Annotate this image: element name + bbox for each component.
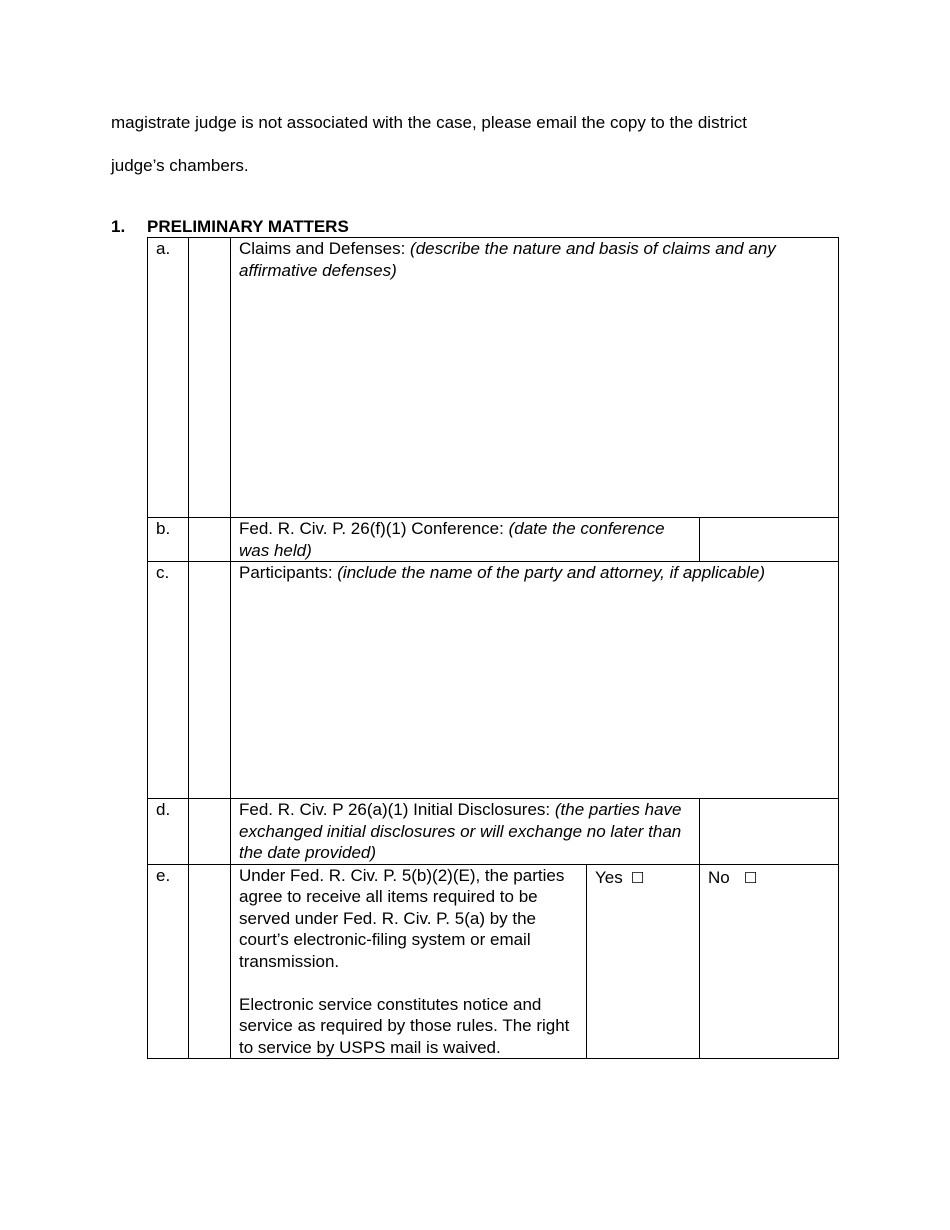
section-number: 1. xyxy=(111,217,126,236)
table-row xyxy=(148,864,839,1059)
no-option[interactable] xyxy=(708,865,757,890)
no-cell xyxy=(700,864,839,1059)
conference-date-field[interactable] xyxy=(700,518,839,562)
table-row xyxy=(148,562,839,799)
yes-cell xyxy=(587,864,700,1059)
section-title: PRELIMINARY MATTERS xyxy=(147,217,349,236)
table-row xyxy=(148,799,839,865)
participants-title: Participants: xyxy=(239,563,338,582)
blank-cell[interactable] xyxy=(189,864,231,1059)
claims-defenses-hint: (describe the nature and basis of claims and any affirmative defenses) xyxy=(239,239,776,280)
intro-line-2: judge’s chambers. xyxy=(111,156,249,175)
row-label: d. xyxy=(148,799,189,865)
intro-line-1: magistrate judge is not associated with the case, please email the copy to the district xyxy=(111,113,747,132)
yes-label: Yes xyxy=(595,867,623,887)
claims-defenses-title: Claims and Defenses: xyxy=(239,239,411,258)
participants-cell[interactable] xyxy=(231,562,839,799)
electronic-service-text-2: Electronic service constitutes notice and service as required by those rules. The right to service by USPS mail is waived. xyxy=(239,994,570,1057)
row-label: e. xyxy=(148,864,189,1059)
participants-hint: (include the name of the party and attorney, if applicable) xyxy=(337,563,766,582)
claims-defenses-cell[interactable] xyxy=(231,238,839,518)
electronic-service-cell xyxy=(231,864,587,1059)
yes-option[interactable] xyxy=(595,865,644,890)
blank-cell[interactable] xyxy=(189,799,231,865)
row-label: c. xyxy=(148,562,189,799)
conference-title: Fed. R. Civ. P. 26(f)(1) Conference: xyxy=(239,519,509,538)
conference-cell xyxy=(231,518,700,562)
blank-cell[interactable] xyxy=(189,562,231,799)
row-label: a. xyxy=(148,238,189,518)
section-heading xyxy=(111,217,349,237)
no-checkbox-icon[interactable]: ☐ xyxy=(743,868,758,887)
blank-cell[interactable] xyxy=(189,518,231,562)
table-row xyxy=(148,518,839,562)
conference-hint: (date the conference was held) xyxy=(239,519,665,560)
initial-disclosures-title: Fed. R. Civ. P 26(a)(1) Initial Disclosures: xyxy=(239,800,555,819)
row-label: b. xyxy=(148,518,189,562)
initial-disclosures-date-field[interactable] xyxy=(700,799,839,865)
blank-cell[interactable] xyxy=(189,238,231,518)
initial-disclosures-cell xyxy=(231,799,700,865)
no-label: No xyxy=(708,867,730,887)
electronic-service-text-1: Under Fed. R. Civ. P. 5(b)(2)(E), the parties agree to receive all items required to be served under Fed. R. Civ. P. 5(a) by the court’s electronic-filing system or email transmission. xyxy=(239,865,565,971)
initial-disclosures-hint: (the parties have exchanged initial disclosures or will exchange no later than the date provided) xyxy=(239,800,682,862)
preliminary-matters-table xyxy=(147,237,839,1059)
yes-checkbox-icon[interactable]: ☐ xyxy=(630,868,645,887)
table-row xyxy=(148,238,839,518)
